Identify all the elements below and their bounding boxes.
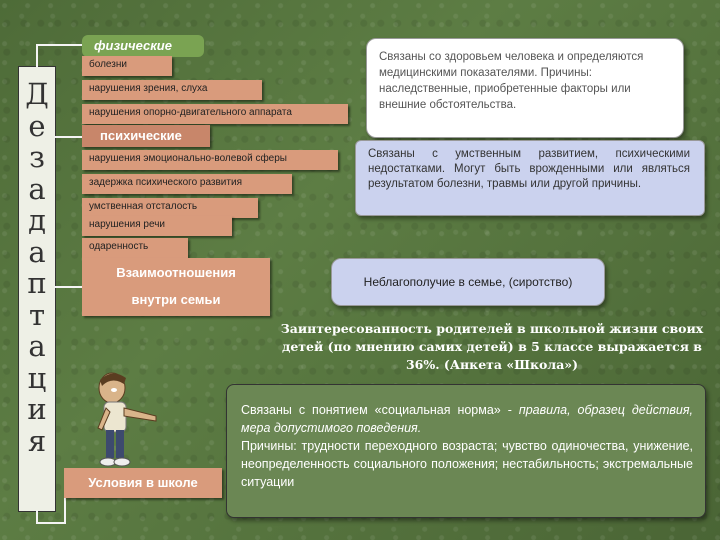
parental-interest-statistic bbox=[266, 320, 718, 374]
family-line-2: внутри семьи bbox=[131, 292, 221, 307]
physical-header: физические bbox=[82, 35, 204, 57]
physical-item: нарушения опорно-двигательного аппарата bbox=[82, 104, 348, 124]
social-explanation-text-2: Причины: трудности переходного возраста; чувство одиночества, унижение, неопределенность социального положения; нестабильность; экстремальные ситуации bbox=[241, 439, 693, 489]
connector-line bbox=[36, 44, 82, 46]
connector-line bbox=[54, 286, 82, 288]
family-line-1: Взаимоотношения bbox=[116, 265, 236, 280]
parental-interest-text: Заинтересованность родителей в школьной жизни своих детей (по мнению самих детей) в 5 классе выражается в 36%. (Анкета «Школа») bbox=[280, 321, 704, 372]
social-explanation-bubble bbox=[226, 384, 706, 518]
connector-line bbox=[54, 136, 82, 138]
mental-explanation-text: Связаны с умственным развитием, психическими недостатками. Могут быть врожденными или являться результатом болезни, травмы или другой причины. bbox=[368, 148, 690, 190]
family-explanation-text: Неблагополучие в семье, (сиротство) bbox=[363, 275, 573, 289]
social-norm-definition: правила, образец действия, мера допустимого поведения. bbox=[241, 403, 693, 435]
cartoon-boy-illustration bbox=[90, 368, 170, 468]
health-explanation-text: Связаны со здоровьем человека и определяются медицинскими показателями. Причины: наследственные, приобретенные факторы или внешние обстоятельства. bbox=[379, 51, 644, 111]
school-conditions-box bbox=[64, 468, 222, 498]
school-label: Условия в школе bbox=[88, 475, 198, 490]
family-explanation-bubble bbox=[331, 258, 605, 306]
health-explanation-bubble bbox=[366, 38, 684, 138]
psychic-item: умственная отсталость bbox=[82, 198, 258, 218]
vertical-label: Д е з а д а п т а ц и я bbox=[25, 77, 49, 458]
connector-line bbox=[36, 44, 38, 67]
mental-explanation-bubble bbox=[355, 140, 705, 216]
connector-line bbox=[36, 522, 64, 524]
family-relations-box bbox=[82, 258, 270, 316]
social-explanation-text-1: Связаны с понятием «социальная норма» - bbox=[241, 403, 519, 417]
psychic-item: нарушения эмоционально-волевой сферы bbox=[82, 150, 338, 170]
physical-item: нарушения зрения, слуха bbox=[82, 80, 262, 100]
vertical-label-strip bbox=[18, 66, 56, 512]
psychic-item: одаренность bbox=[82, 238, 188, 258]
psychic-item: задержка психического развития bbox=[82, 174, 292, 194]
physical-item: болезни bbox=[82, 56, 172, 76]
psychic-header: психические bbox=[82, 125, 210, 147]
psychic-item: нарушения речи bbox=[82, 216, 232, 236]
